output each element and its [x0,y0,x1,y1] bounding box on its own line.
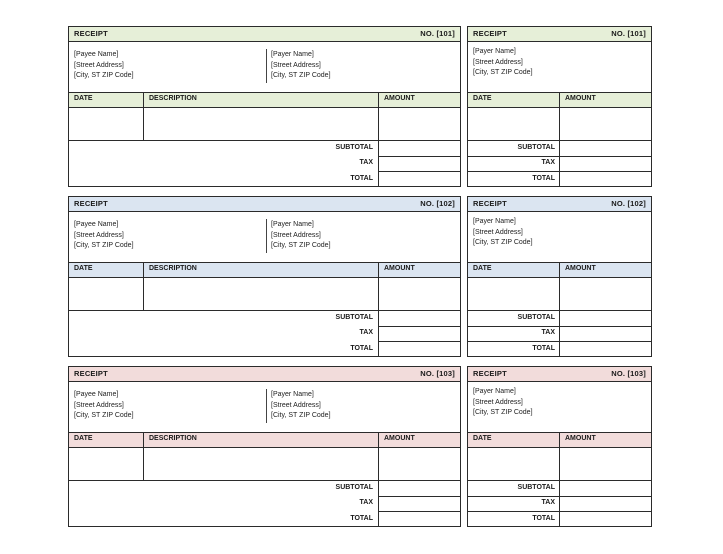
tax-line [379,171,460,172]
receipt-main-3 [68,366,461,527]
stub-payer-street: [Street Address] [473,58,523,66]
payee-block [74,220,134,252]
stub-subtotal-line [468,156,651,157]
stub-payer-name: [Payer Name] [473,218,516,225]
date-header: DATE [74,95,93,102]
date-col-line [143,432,144,481]
total-label: TOTAL [350,345,373,352]
subtotal-line [379,496,460,497]
receipt-number: NO. [101] [420,29,455,38]
receipt-title: RECEIPT [74,199,108,208]
payer-block [271,50,331,82]
date-header: DATE [74,265,93,272]
description-header: DESCRIPTION [149,435,197,442]
payer-city: [City, ST ZIP Code] [271,242,331,249]
address-divider [266,49,267,83]
receipt-stub-1 [467,26,652,187]
items-bottom-line [69,140,460,141]
payee-block [74,50,134,82]
payer-city: [City, ST ZIP Code] [271,412,331,419]
subtotal-line [379,326,460,327]
stub-payer-city: [City, ST ZIP Code] [473,239,533,246]
stub-payer-block [473,387,533,419]
stub-payer-block [473,217,533,249]
stub-header [468,197,651,212]
stub-number: NO. [102] [611,199,646,208]
stub-number: NO. [101] [611,29,646,38]
stub-items-bottom-line [468,480,651,481]
stub-number: NO. [103] [611,369,646,378]
receipt-header [69,367,460,382]
stub-payer-name: [Payer Name] [473,388,516,395]
payer-block [271,220,331,252]
column-header [69,262,460,278]
stub-payer-name: [Payer Name] [473,48,516,55]
receipt-stub-2 [467,196,652,357]
tax-line [379,511,460,512]
stub-title: RECEIPT [473,199,507,208]
stub-tax-line [468,511,651,512]
payee-name: [Payee Name] [74,51,119,58]
stub-amount-header: AMOUNT [565,435,596,442]
stub-tax-line [468,341,651,342]
total-label: TOTAL [350,515,373,522]
tax-label: TAX [359,329,373,336]
stub-total-label: TOTAL [532,515,555,522]
payee-city: [City, ST ZIP Code] [74,72,134,79]
tax-label: TAX [359,159,373,166]
date-col-line [143,92,144,141]
stub-items-bottom-line [468,310,651,311]
stub-subtotal-label: SUBTOTAL [517,314,555,321]
subtotal-label: SUBTOTAL [335,144,373,151]
stub-tax-label: TAX [541,499,555,506]
receipt-stub-3 [467,366,652,527]
subtotal-label: SUBTOTAL [335,484,373,491]
stub-amount-header: AMOUNT [565,95,596,102]
column-header [69,92,460,108]
stub-total-label: TOTAL [532,175,555,182]
stub-payer-street: [Street Address] [473,398,523,406]
receipt-number: NO. [103] [420,369,455,378]
stub-header [468,367,651,382]
tax-line [379,341,460,342]
amount-header: AMOUNT [384,265,415,272]
stub-payer-block [473,47,533,79]
payer-name: [Payer Name] [271,51,314,58]
receipt-main-2 [68,196,461,357]
stub-items-bottom-line [468,140,651,141]
payer-block [271,390,331,422]
payer-street: [Street Address] [271,231,321,239]
column-header [69,432,460,448]
receipt-title: RECEIPT [74,29,108,38]
description-header: DESCRIPTION [149,265,197,272]
tax-label: TAX [359,499,373,506]
payee-street: [Street Address] [74,401,124,409]
subtotal-label: SUBTOTAL [335,314,373,321]
stub-subtotal-label: SUBTOTAL [517,144,555,151]
payee-name: [Payee Name] [74,221,119,228]
payer-street: [Street Address] [271,61,321,69]
stub-total-label: TOTAL [532,345,555,352]
items-bottom-line [69,310,460,311]
address-divider [266,219,267,253]
stub-date-header: DATE [473,435,492,442]
stub-date-header: DATE [473,265,492,272]
payer-name: [Payer Name] [271,221,314,228]
stub-tax-label: TAX [541,159,555,166]
subtotal-line [379,156,460,157]
receipt-header [69,27,460,42]
payee-city: [City, ST ZIP Code] [74,412,134,419]
amount-header: AMOUNT [384,95,415,102]
stub-date-header: DATE [473,95,492,102]
payee-name: [Payee Name] [74,391,119,398]
stub-header [468,27,651,42]
stub-payer-city: [City, ST ZIP Code] [473,409,533,416]
items-bottom-line [69,480,460,481]
receipt-header [69,197,460,212]
stub-payer-street: [Street Address] [473,228,523,236]
payer-street: [Street Address] [271,401,321,409]
receipt-title: RECEIPT [74,369,108,378]
stub-subtotal-line [468,326,651,327]
stub-amount-header: AMOUNT [565,265,596,272]
payee-street: [Street Address] [74,61,124,69]
payer-name: [Payer Name] [271,391,314,398]
stub-tax-label: TAX [541,329,555,336]
receipt-number: NO. [102] [420,199,455,208]
date-col-line [143,262,144,311]
stub-subtotal-label: SUBTOTAL [517,484,555,491]
payee-street: [Street Address] [74,231,124,239]
amount-header: AMOUNT [384,435,415,442]
stub-title: RECEIPT [473,369,507,378]
stub-tax-line [468,171,651,172]
payee-city: [City, ST ZIP Code] [74,242,134,249]
date-header: DATE [74,435,93,442]
description-header: DESCRIPTION [149,95,197,102]
stub-title: RECEIPT [473,29,507,38]
payee-block [74,390,134,422]
stub-subtotal-line [468,496,651,497]
address-divider [266,389,267,423]
payer-city: [City, ST ZIP Code] [271,72,331,79]
total-label: TOTAL [350,175,373,182]
stub-payer-city: [City, ST ZIP Code] [473,69,533,76]
receipt-main-1 [68,26,461,187]
